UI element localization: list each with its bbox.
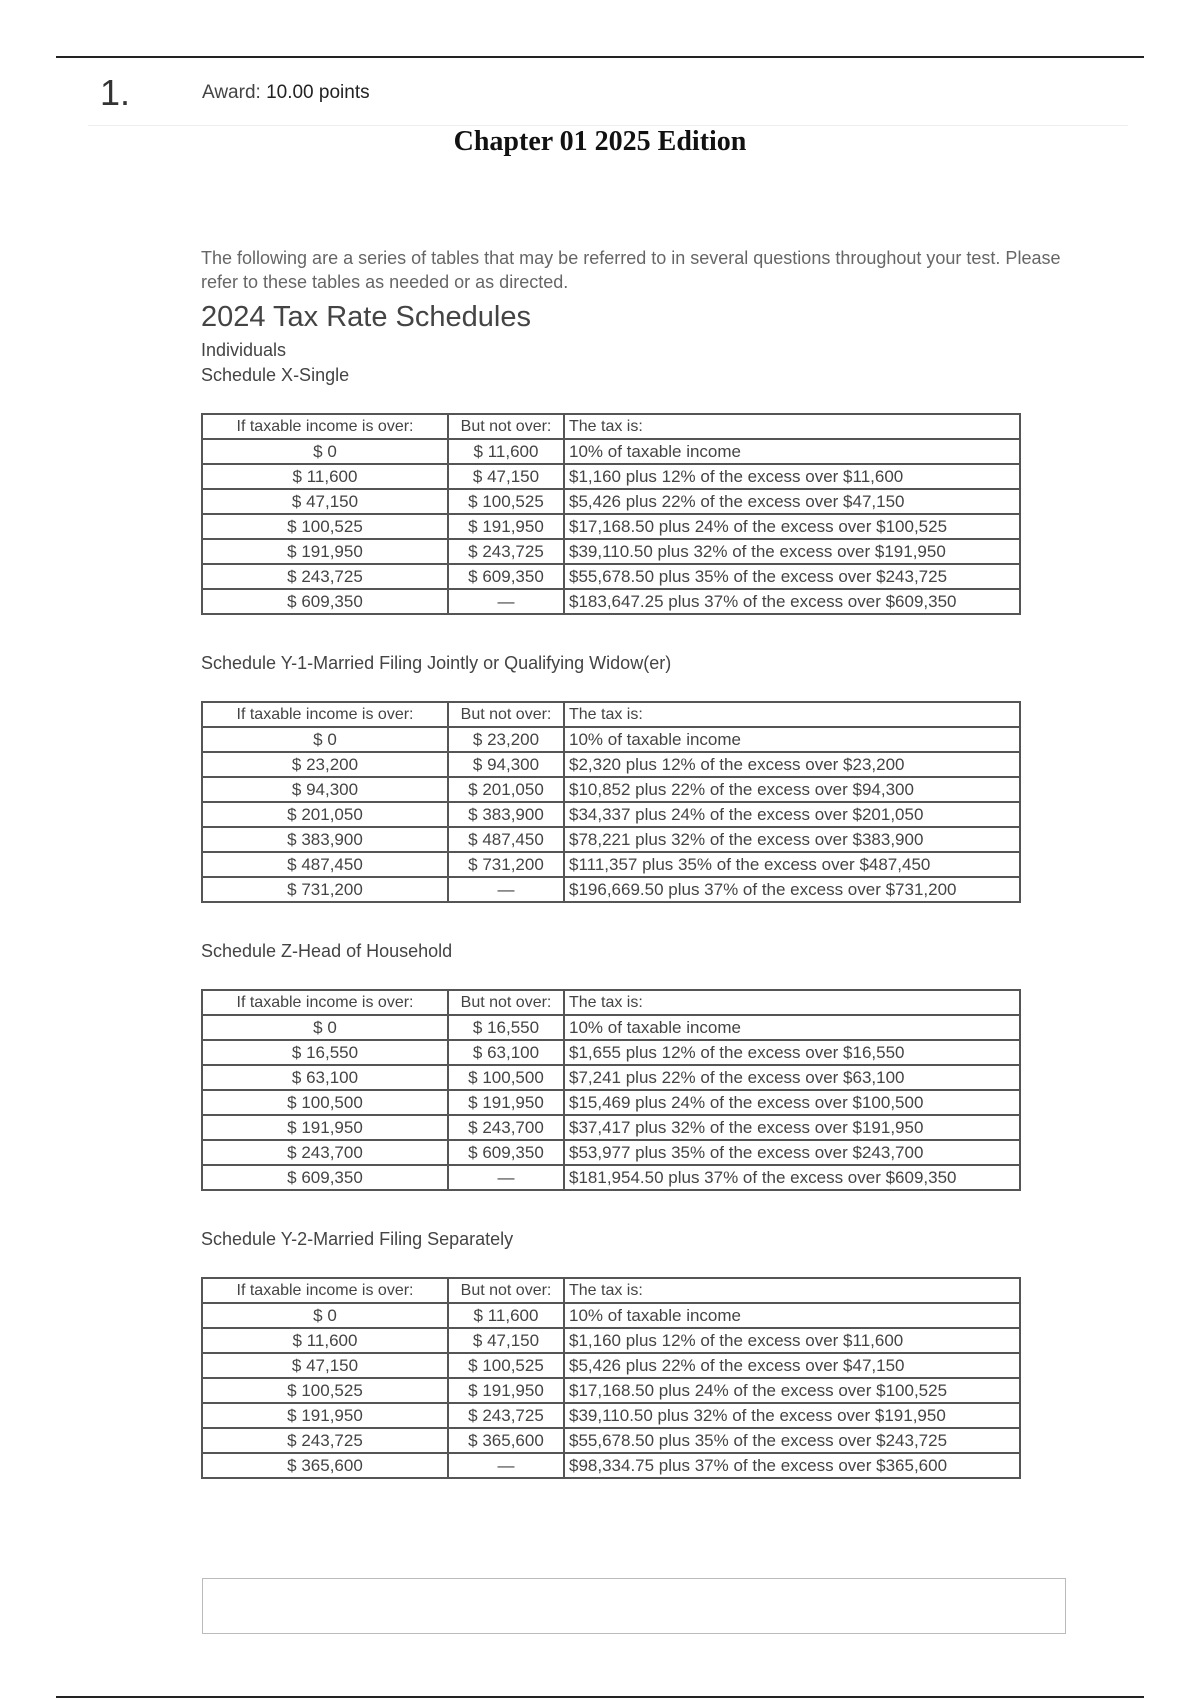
not-over-cell: $ 100,525: [448, 489, 564, 514]
table-row: [202, 827, 1020, 852]
not-over-cell: $ 201,050: [448, 777, 564, 802]
tax-cell: $1,160 plus 12% of the excess over $11,600: [564, 464, 1020, 489]
not-over-cell: $ 23,200: [448, 727, 564, 752]
table-row: [202, 877, 1020, 902]
income-over-cell: $ 191,950: [202, 1403, 448, 1428]
table-header-row: [202, 702, 1020, 727]
table-row: [202, 1378, 1020, 1403]
income-over-cell: $ 100,500: [202, 1090, 448, 1115]
income-over-cell: $ 0: [202, 1015, 448, 1040]
tax-rate-table: [201, 1277, 1021, 1479]
not-over-cell: $ 100,525: [448, 1353, 564, 1378]
tax-cell: $15,469 plus 24% of the excess over $100,500: [564, 1090, 1020, 1115]
tax-cell: $98,334.75 plus 37% of the excess over $365,600: [564, 1453, 1020, 1478]
not-over-cell: $ 47,150: [448, 464, 564, 489]
tax-cell: $10,852 plus 22% of the excess over $94,300: [564, 777, 1020, 802]
income-over-cell: $ 243,725: [202, 564, 448, 589]
income-over-cell: $ 47,150: [202, 1353, 448, 1378]
column-header: If taxable income is over:: [202, 414, 448, 439]
income-over-cell: $ 201,050: [202, 802, 448, 827]
column-header: The tax is:: [564, 1278, 1020, 1303]
column-header: The tax is:: [564, 702, 1020, 727]
not-over-cell: $ 243,700: [448, 1115, 564, 1140]
tax-cell: 10% of taxable income: [564, 727, 1020, 752]
bottom-divider: [56, 1696, 1144, 1698]
income-over-cell: $ 11,600: [202, 464, 448, 489]
not-over-cell: $ 191,950: [448, 514, 564, 539]
tax-cell: $183,647.25 plus 37% of the excess over $609,350: [564, 589, 1020, 614]
column-header: But not over:: [448, 414, 564, 439]
table-row: [202, 489, 1020, 514]
not-over-cell: $ 731,200: [448, 852, 564, 877]
not-over-cell: $ 16,550: [448, 1015, 564, 1040]
income-over-cell: $ 63,100: [202, 1065, 448, 1090]
schedule-title-schedule-x-single: Schedule X-Single: [201, 365, 350, 385]
table-row: [202, 852, 1020, 877]
not-over-cell: $ 243,725: [448, 1403, 564, 1428]
income-over-cell: $ 609,350: [202, 1165, 448, 1190]
income-over-cell: $ 487,450: [202, 852, 448, 877]
table-row: [202, 464, 1020, 489]
column-header: If taxable income is over:: [202, 1278, 448, 1303]
not-over-cell: $ 191,950: [448, 1090, 564, 1115]
chapter-title: Chapter 01 2025 Edition: [453, 126, 747, 157]
income-over-cell: $ 731,200: [202, 877, 448, 902]
not-over-cell: $ 191,950: [448, 1378, 564, 1403]
tax-cell: $5,426 plus 22% of the excess over $47,150: [564, 489, 1020, 514]
table-row: [202, 1328, 1020, 1353]
schedule-title-schedule-z-head-of-household: Schedule Z-Head of Household: [201, 941, 453, 961]
income-over-cell: $ 191,950: [202, 1115, 448, 1140]
column-header: If taxable income is over:: [202, 990, 448, 1015]
income-over-cell: $ 383,900: [202, 827, 448, 852]
income-over-cell: $ 191,950: [202, 539, 448, 564]
not-over-cell: $ 47,150: [448, 1328, 564, 1353]
income-over-cell: $ 100,525: [202, 514, 448, 539]
tax-cell: 10% of taxable income: [564, 1303, 1020, 1328]
table-row: [202, 1065, 1020, 1090]
schedules-container: [201, 363, 1101, 1479]
individuals-subheading: Individuals: [201, 340, 287, 360]
table-header-row: [202, 990, 1020, 1015]
tax-cell: $78,221 plus 32% of the excess over $383,900: [564, 827, 1020, 852]
column-header: If taxable income is over:: [202, 702, 448, 727]
question-content: [201, 246, 1101, 1479]
not-over-cell: $ 63,100: [448, 1040, 564, 1065]
column-header: The tax is:: [564, 414, 1020, 439]
table-row: [202, 1115, 1020, 1140]
table-row: [202, 1453, 1020, 1478]
table-header-row: [202, 414, 1020, 439]
table-row: [202, 1428, 1020, 1453]
table-row: [202, 1165, 1020, 1190]
income-over-cell: $ 47,150: [202, 489, 448, 514]
not-over-cell: $ 609,350: [448, 564, 564, 589]
not-over-cell: $ 11,600: [448, 1303, 564, 1328]
tax-cell: 10% of taxable income: [564, 439, 1020, 464]
table-row: [202, 1040, 1020, 1065]
not-over-cell: $ 100,500: [448, 1065, 564, 1090]
table-row: [202, 439, 1020, 464]
tax-cell: $34,337 plus 24% of the excess over $201,050: [564, 802, 1020, 827]
not-over-cell: —: [448, 589, 564, 614]
table-row: [202, 777, 1020, 802]
intro-text: The following are a series of tables that may be referred to in several questions throughout your test. Please refer to these tables as needed or as directed.: [201, 248, 1061, 292]
not-over-cell: $ 11,600: [448, 439, 564, 464]
column-header: The tax is:: [564, 990, 1020, 1015]
tax-cell: 10% of taxable income: [564, 1015, 1020, 1040]
schedules-heading: 2024 Tax Rate Schedules: [201, 301, 531, 333]
tax-cell: $2,320 plus 12% of the excess over $23,200: [564, 752, 1020, 777]
tax-rate-table: [201, 413, 1021, 615]
table-row: [202, 752, 1020, 777]
table-row: [202, 1090, 1020, 1115]
not-over-cell: $ 365,600: [448, 1428, 564, 1453]
not-over-cell: $ 243,725: [448, 539, 564, 564]
tax-cell: $111,357 plus 35% of the excess over $487,450: [564, 852, 1020, 877]
table-row: [202, 802, 1020, 827]
column-header: But not over:: [448, 702, 564, 727]
not-over-cell: —: [448, 1165, 564, 1190]
tax-rate-table: [201, 701, 1021, 903]
income-over-cell: $ 243,700: [202, 1140, 448, 1165]
award-points: 10.00 points: [266, 82, 370, 103]
tax-cell: $7,241 plus 22% of the excess over $63,100: [564, 1065, 1020, 1090]
not-over-cell: $ 609,350: [448, 1140, 564, 1165]
table-row: [202, 1303, 1020, 1328]
tax-cell: $39,110.50 plus 32% of the excess over $191,950: [564, 539, 1020, 564]
schedule-title-schedule-y-2-married-filing-separately: Schedule Y-2-Married Filing Separately: [201, 1229, 514, 1249]
not-over-cell: $ 383,900: [448, 802, 564, 827]
income-over-cell: $ 243,725: [202, 1428, 448, 1453]
tax-cell: $17,168.50 plus 24% of the excess over $100,525: [564, 1378, 1020, 1403]
tax-cell: $53,977 plus 35% of the excess over $243,700: [564, 1140, 1020, 1165]
question-number: 1.: [100, 72, 131, 113]
award-label: Award:: [202, 82, 261, 103]
income-over-cell: $ 23,200: [202, 752, 448, 777]
table-row: [202, 589, 1020, 614]
table-row: [202, 727, 1020, 752]
tax-cell: $17,168.50 plus 24% of the excess over $100,525: [564, 514, 1020, 539]
table-row: [202, 1015, 1020, 1040]
income-over-cell: $ 0: [202, 1303, 448, 1328]
table-row: [202, 1140, 1020, 1165]
table-row: [202, 1353, 1020, 1378]
income-over-cell: $ 365,600: [202, 1453, 448, 1478]
table-row: [202, 539, 1020, 564]
table-header-row: [202, 1278, 1020, 1303]
income-over-cell: $ 609,350: [202, 589, 448, 614]
answer-input-box[interactable]: [202, 1578, 1066, 1634]
not-over-cell: $ 94,300: [448, 752, 564, 777]
tax-cell: $55,678.50 plus 35% of the excess over $243,725: [564, 1428, 1020, 1453]
tax-cell: $55,678.50 plus 35% of the excess over $243,725: [564, 564, 1020, 589]
income-over-cell: $ 100,525: [202, 1378, 448, 1403]
top-divider: [56, 56, 1144, 58]
income-over-cell: $ 11,600: [202, 1328, 448, 1353]
table-row: [202, 564, 1020, 589]
award-info: [202, 82, 370, 104]
tax-cell: $181,954.50 plus 37% of the excess over $609,350: [564, 1165, 1020, 1190]
tax-cell: $1,160 plus 12% of the excess over $11,600: [564, 1328, 1020, 1353]
column-header: But not over:: [448, 990, 564, 1015]
tax-cell: $196,669.50 plus 37% of the excess over $731,200: [564, 877, 1020, 902]
table-row: [202, 1403, 1020, 1428]
not-over-cell: —: [448, 1453, 564, 1478]
income-over-cell: $ 0: [202, 439, 448, 464]
not-over-cell: —: [448, 877, 564, 902]
income-over-cell: $ 16,550: [202, 1040, 448, 1065]
column-header: But not over:: [448, 1278, 564, 1303]
tax-cell: $39,110.50 plus 32% of the excess over $191,950: [564, 1403, 1020, 1428]
tax-cell: $37,417 plus 32% of the excess over $191,950: [564, 1115, 1020, 1140]
schedule-title-schedule-y-1-married-filing-jointly-or-qualifying-widow-er: Schedule Y-1-Married Filing Jointly or Qualifying Widow(er): [201, 653, 672, 673]
tax-cell: $1,655 plus 12% of the excess over $16,550: [564, 1040, 1020, 1065]
table-row: [202, 514, 1020, 539]
income-over-cell: $ 0: [202, 727, 448, 752]
tax-cell: $5,426 plus 22% of the excess over $47,150: [564, 1353, 1020, 1378]
income-over-cell: $ 94,300: [202, 777, 448, 802]
tax-rate-table: [201, 989, 1021, 1191]
not-over-cell: $ 487,450: [448, 827, 564, 852]
